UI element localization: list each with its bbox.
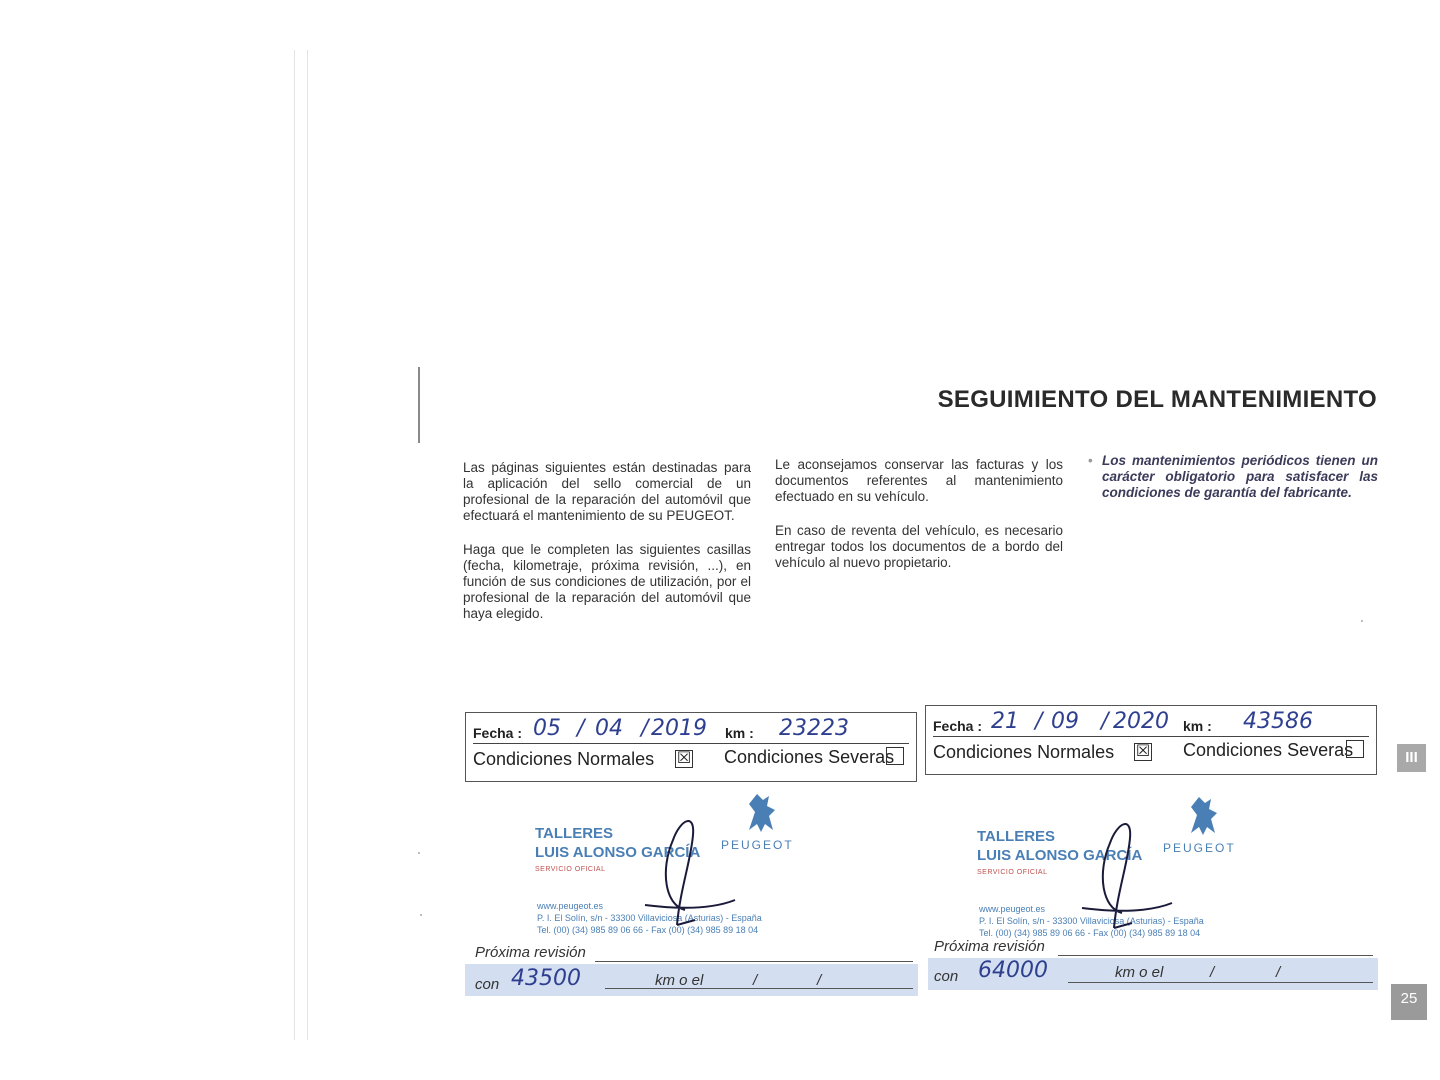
next-km-value: 43500	[511, 966, 581, 991]
km-label: km :	[725, 725, 754, 741]
next-revision-label: Próxima revisión	[934, 938, 1045, 955]
next-km-row	[928, 958, 1378, 990]
date-day: 21	[991, 709, 1019, 734]
normal-conditions-label: Condiciones Normales	[473, 749, 655, 769]
dealer-phone: Tel. (00) (34) 985 89 06 66 - Fax (00) (34) 985 89 18 04	[979, 928, 1201, 938]
con-label: con	[934, 968, 959, 985]
severe-conditions-label: Condiciones Severas	[1183, 740, 1354, 760]
next-km-row	[465, 964, 918, 996]
service-record-1	[465, 712, 917, 782]
km-label: km :	[1183, 718, 1212, 734]
normal-conditions-checkbox[interactable]: ☒	[676, 750, 692, 767]
severe-conditions-checkbox[interactable]	[1346, 740, 1364, 758]
dealer-name-line: TALLERES	[535, 825, 614, 842]
date-slash: /	[577, 716, 585, 741]
dealer-web: www.peugeot.es	[537, 901, 604, 911]
dealer-name-line: TALLERES	[977, 828, 1056, 845]
fill-line	[605, 988, 913, 989]
date-label: Fecha :	[933, 718, 983, 734]
service-record-2	[925, 705, 1377, 775]
date-slash: /	[817, 972, 822, 989]
normal-conditions-label: Condiciones Normales	[933, 742, 1115, 762]
warning-paragraph	[1088, 453, 1378, 501]
severe-conditions-checkbox[interactable]	[886, 747, 904, 765]
scan-speck	[418, 852, 420, 854]
km-o-el-label: km o el	[655, 972, 704, 989]
km-value: 43586	[1243, 709, 1313, 734]
dealer-address: P. I. El Solín, s/n - 33300 Villaviciosa (Asturias) - España	[537, 913, 762, 923]
intro-paragraph: En caso de reventa del vehículo, es necesario entregar todos los documentos de a bordo del vehículo al nuevo propietario.	[775, 523, 1063, 570]
fill-line	[1068, 982, 1373, 983]
date-slash: /	[1210, 964, 1215, 981]
date-slash: /	[753, 972, 758, 989]
intro-column-3	[1088, 453, 1378, 519]
dealer-phone: Tel. (00) (34) 985 89 06 66 - Fax (00) (34) 985 89 18 04	[537, 925, 759, 935]
intro-column-2	[775, 457, 1063, 589]
next-revision-row	[465, 940, 918, 966]
intro-column-1	[463, 460, 751, 640]
date-month: 09	[1051, 709, 1079, 734]
dealer-stamp-1	[535, 790, 835, 940]
conditions-row	[933, 740, 1369, 768]
peugeot-lion-logo	[1177, 793, 1225, 839]
dealer-subtitle: SERVICIO OFICIAL	[535, 866, 606, 873]
page-title: SEGUIMIENTO DEL MANTENIMIENTO	[937, 386, 1377, 413]
page-number: 25	[1391, 984, 1427, 1020]
binding-line-left	[294, 50, 295, 1040]
intro-paragraph: Las páginas siguientes están destinadas para la aplicación del sello comercial de un profesional de la reparación del automóvil que efectuará el mantenimiento de su PEUGEOT.	[463, 460, 751, 523]
scan-speck	[420, 914, 422, 916]
intro-paragraph: Le aconsejamos conservar las facturas y los documentos referentes al mantenimiento efectuado en su vehículo.	[775, 457, 1063, 504]
date-year: 2019	[651, 716, 707, 741]
brand-name: PEUGEOT	[1163, 841, 1236, 855]
next-service-1	[465, 940, 918, 998]
fill-line	[595, 961, 913, 962]
dealer-name-line: LUIS ALONSO GARCÍA	[977, 847, 1143, 864]
next-km-value: 64000	[978, 958, 1048, 983]
brand-name: PEUGEOT	[721, 838, 794, 852]
date-slash: /	[1035, 709, 1043, 734]
km-value: 23223	[779, 716, 849, 741]
dealer-name-line: LUIS ALONSO GARCÍA	[535, 844, 701, 861]
scan-speck	[1361, 620, 1363, 622]
bullet-icon: •	[1088, 453, 1093, 468]
binding-line-right	[307, 50, 308, 1040]
dealer-address: P. I. El Solín, s/n - 33300 Villaviciosa (Asturias) - España	[979, 916, 1204, 926]
date-slash: /	[1101, 709, 1109, 734]
con-label: con	[475, 976, 500, 993]
next-revision-label: Próxima revisión	[475, 944, 586, 961]
dealer-stamp-2	[977, 793, 1277, 943]
signature	[1062, 813, 1182, 943]
conditions-row	[473, 747, 909, 775]
intro-paragraph: Haga que le completen las siguientes casillas (fecha, kilometraje, próxima revisión, ...), en función de sus condiciones de utilización, por el profesional de la reparación del automóvil que haya elegido.	[463, 542, 751, 621]
km-o-el-label: km o el	[1115, 964, 1164, 981]
dealer-web: www.peugeot.es	[979, 904, 1046, 914]
fill-line	[1058, 955, 1373, 956]
dealer-subtitle: SERVICIO OFICIAL	[977, 869, 1048, 876]
normal-conditions-checkbox[interactable]: ☒	[1135, 743, 1151, 760]
section-tab: III	[1397, 744, 1426, 772]
margin-mark	[418, 367, 420, 443]
date-slash: /	[641, 716, 649, 741]
date-km-line	[473, 716, 909, 744]
signature	[625, 810, 745, 940]
date-month: 04	[595, 716, 623, 741]
severe-conditions-label: Condiciones Severas	[724, 747, 895, 767]
warning-text: Los mantenimientos periódicos tienen un carácter obligatorio para satisfacer las condiciones de garantía del fabricante.	[1102, 453, 1378, 500]
date-slash: /	[1276, 964, 1281, 981]
next-service-2	[928, 934, 1378, 992]
next-revision-row	[928, 934, 1378, 960]
date-year: 2020	[1113, 709, 1169, 734]
date-km-line	[933, 709, 1369, 737]
date-label: Fecha :	[473, 725, 523, 741]
date-day: 05	[533, 716, 561, 741]
